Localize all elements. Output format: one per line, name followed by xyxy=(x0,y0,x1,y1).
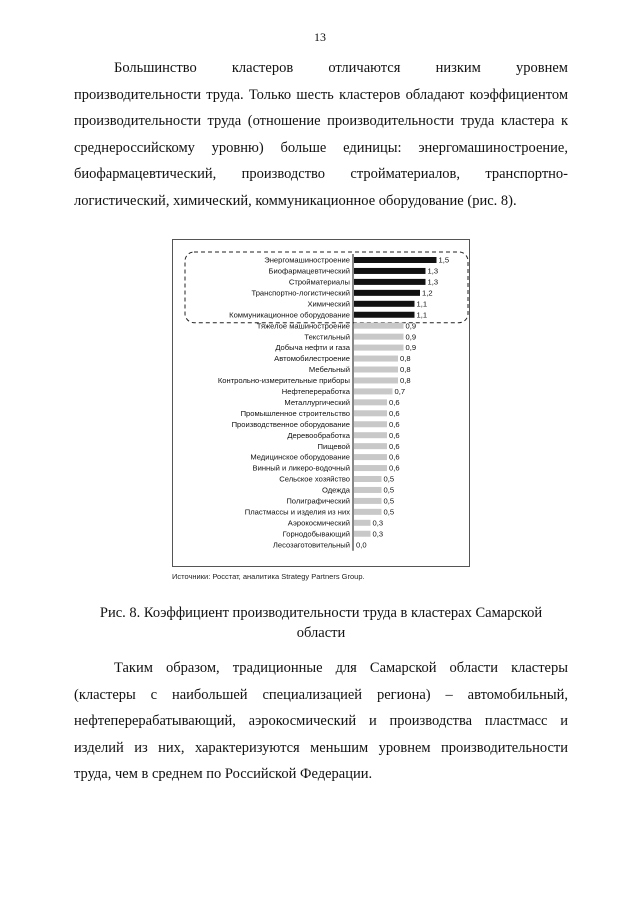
value-label: 0,3 xyxy=(372,518,384,528)
body-paragraph-1: Большинство кластеров отличаются низким уровнем производительности труда. Только шесть кластеров обладают коэффициентом производительности труда (отношение производительности труда кластера к среднероссийскому уровню) больше единицы: энергомашиностроение, биофармацевтический, производство стройматериалов, транспортно-логистический, химический, коммуникационное оборудование (рис. 8). xyxy=(74,60,568,209)
bar xyxy=(354,498,382,504)
value-label: 0,7 xyxy=(394,387,406,396)
category-label: Горнодобывающий xyxy=(282,529,350,539)
bar xyxy=(354,432,387,438)
bar xyxy=(354,454,387,460)
category-label: Транспортно-логистический xyxy=(251,288,350,298)
chart-canvas xyxy=(173,240,469,566)
category-label: Аэрокосмический xyxy=(287,518,350,528)
figure-caption: Рис. 8. Коэффициент производительности труда в кластерах Самарской области xyxy=(99,605,543,641)
value-label: 0,0 xyxy=(356,540,367,550)
value-label: 1,2 xyxy=(422,288,433,298)
category-label: Химический xyxy=(307,299,350,309)
bar xyxy=(354,356,398,362)
value-label: 0,6 xyxy=(389,408,400,418)
category-label: Добыча нефти и газа xyxy=(275,343,350,353)
category-label: Энергомашиностроение xyxy=(264,255,350,265)
category-label: Медицинское оборудование xyxy=(250,452,350,462)
value-label: 0,6 xyxy=(389,463,400,473)
bar xyxy=(354,312,415,318)
category-label: Мебельный xyxy=(308,365,350,375)
body-paragraph-2: Таким образом, традиционные для Самарской области кластеры (кластеры с наибольшей специализацией региона) – автомобильный, нефтеперерабатывающий, аэрокосмический и производства пластмасс и изделий из них, характеризуются меньшим уровнем производительности труда, чем в среднем по Российской Федерации. xyxy=(74,660,568,782)
category-label: Винный и ликеро-водочный xyxy=(252,463,350,473)
value-label: 1,1 xyxy=(416,310,428,320)
category-label: Контрольно-измерительные приборы xyxy=(217,376,350,386)
bar xyxy=(354,290,420,296)
chart-source-note: Источники: Росстат, аналитика Strategy Partners Group. xyxy=(172,572,365,581)
value-label: 0,9 xyxy=(405,321,417,331)
bar xyxy=(354,421,387,427)
value-label: 0,6 xyxy=(389,430,400,440)
bar xyxy=(354,301,415,307)
value-label: 0,8 xyxy=(400,354,411,364)
value-label: 0,8 xyxy=(400,376,411,386)
value-label: 0,9 xyxy=(405,332,417,342)
value-label: 0,9 xyxy=(405,343,417,353)
bar xyxy=(354,487,382,493)
productivity-bar-chart xyxy=(172,239,470,567)
category-label: Производственное оборудование xyxy=(231,419,350,429)
value-label: 0,5 xyxy=(383,496,395,506)
value-label: 0,3 xyxy=(372,529,384,539)
value-label: 1,3 xyxy=(427,277,439,287)
bar xyxy=(354,465,387,471)
bar xyxy=(354,345,404,351)
category-label: Тяжелое машиностроение xyxy=(256,321,350,331)
value-label: 0,5 xyxy=(383,507,395,517)
category-label: Сельское хозяйство xyxy=(279,474,350,484)
category-label: Промышленное строительство xyxy=(240,408,350,418)
bar xyxy=(354,388,393,394)
value-label: 0,6 xyxy=(389,397,400,407)
bar xyxy=(354,399,387,405)
category-label: Биофармацевтический xyxy=(268,266,350,276)
bar xyxy=(354,520,371,526)
category-label: Стройматериалы xyxy=(288,277,350,287)
value-label: 0,5 xyxy=(383,485,395,495)
value-label: 1,5 xyxy=(438,255,450,265)
bar xyxy=(354,334,404,340)
category-label: Лесозаготовительный xyxy=(272,540,350,550)
category-label: Автомобилестроение xyxy=(274,354,350,364)
bar xyxy=(354,410,387,416)
bar xyxy=(354,257,437,263)
value-label: 0,6 xyxy=(389,452,400,462)
value-label: 0,8 xyxy=(400,365,411,375)
bar xyxy=(354,509,382,515)
category-label: Полиграфический xyxy=(286,496,350,506)
bar xyxy=(354,443,387,449)
value-label: 0,6 xyxy=(389,441,400,451)
category-label: Коммуникационное оборудование xyxy=(229,310,350,320)
bar xyxy=(354,323,404,329)
bar xyxy=(354,367,398,373)
category-label: Деревообработка xyxy=(287,430,350,440)
category-label: Одежда xyxy=(321,485,350,495)
category-label: Металлургический xyxy=(284,397,350,407)
page-number: 13 xyxy=(314,30,326,44)
value-label: 1,3 xyxy=(427,266,439,276)
bar xyxy=(354,268,426,274)
value-label: 0,6 xyxy=(389,419,400,429)
category-label: Пищевой xyxy=(317,441,350,451)
bar xyxy=(354,377,398,383)
category-label: Текстильный xyxy=(304,332,350,342)
value-label: 0,5 xyxy=(383,474,395,484)
bar xyxy=(354,279,426,285)
value-label: 1,1 xyxy=(416,299,428,309)
category-label: Нефтепереработка xyxy=(281,387,350,396)
bar xyxy=(354,531,371,537)
bar xyxy=(354,476,382,482)
category-label: Пластмассы и изделия из них xyxy=(244,507,350,517)
